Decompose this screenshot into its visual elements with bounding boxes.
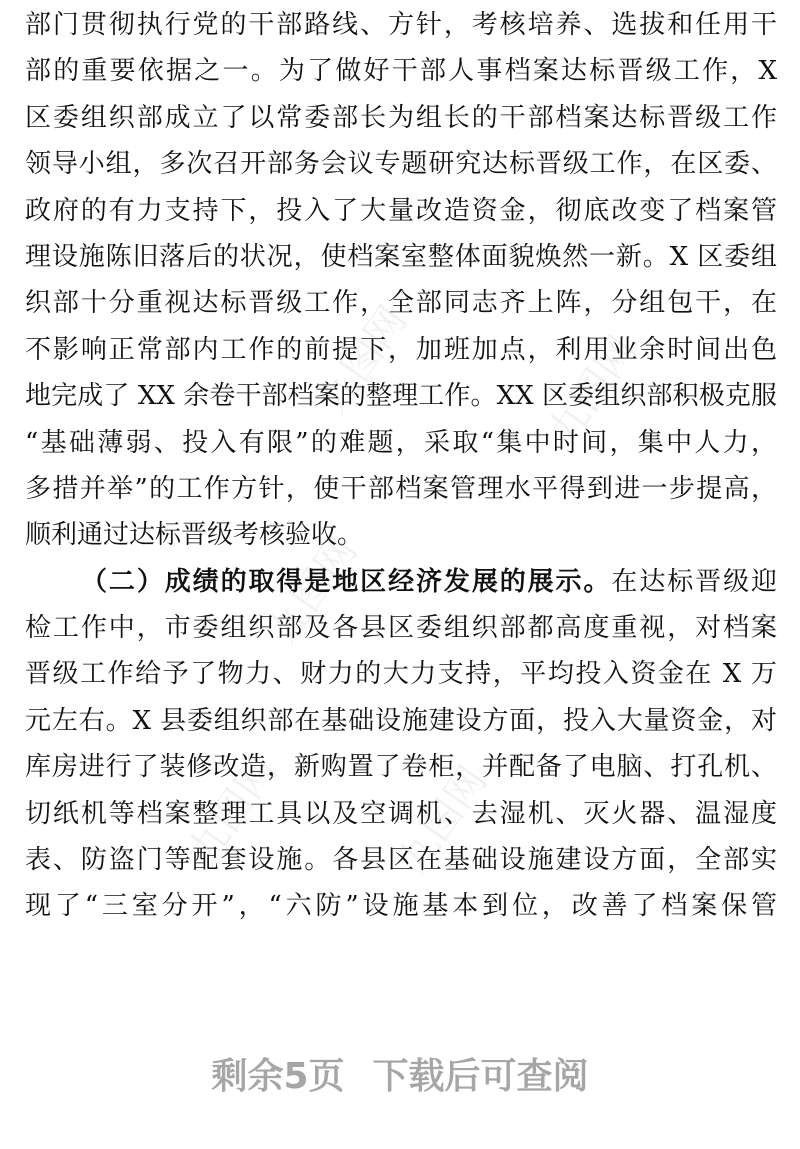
- section-heading: （二）成绩的取得是地区经济发展的展示。: [81, 566, 612, 597]
- remaining-pages-label: 剩余5页: [211, 1056, 345, 1097]
- paragraph-2: [25, 559, 777, 930]
- text-line: 部门贯彻执行党的干部路线、方针，考核培养、选拔和任用干: [25, 10, 777, 40]
- text-line: 元左右。X 县委组织部在基础设施建设方面，投入大量资金，对: [25, 705, 777, 736]
- text-line: 地完成了 XX 余卷干部档案的整理工作。XX 区委组织部积极克服: [25, 381, 777, 412]
- download-hint-label: 下载后可查阅: [372, 1056, 589, 1097]
- text-line: 顺利通过达标晋级考核验收。: [25, 520, 364, 551]
- text-line: 库房进行了装修改造，新购置了卷柜，并配备了电脑、打孔机、: [25, 752, 777, 783]
- document-body: [25, 2, 777, 930]
- text-line: 现了“三室分开”，“六防”设施基本到位，改善了档案保管: [25, 891, 777, 922]
- text-line: 部的重要依据之一。为了做好干部人事档案达标晋级工作，X: [25, 56, 777, 87]
- text-line: 切纸机等档案整理工具以及空调机、去湿机、灭火器、温湿度: [25, 798, 777, 829]
- text-line: 政府的有力支持下，投入了大量改造资金，彻底改变了档案管: [25, 195, 777, 226]
- text-line: 织部十分重视达标晋级工作，全部同志齐上阵，分组包干，在: [25, 288, 777, 319]
- text-line: 晋级工作给予了物力、财力的大力支持，平均投入资金在 X 万: [25, 659, 777, 690]
- text-line: “基础薄弱、投入有限”的难题，采取“集中时间，集中人力，: [25, 427, 777, 458]
- paragraph-1: [25, 2, 777, 559]
- text-line: 理设施陈旧落后的状况，使档案室整体面貌焕然一新。X 区委组: [25, 241, 777, 272]
- text-line: 区委组织部成立了以常委部长为组长的干部档案达标晋级工作: [25, 102, 777, 133]
- download-prompt[interactable]: [0, 1048, 800, 1099]
- text-line: 表、防盗门等配套设施。各县区在基础设施建设方面，全部实: [25, 845, 777, 876]
- text-line: 领导小组，多次召开部务会议专题研究达标晋级工作，在区委、: [25, 149, 777, 180]
- text-line-segment: 在达标晋级迎: [611, 566, 777, 597]
- text-line: 检工作中，市委组织部及各县区委组织部都高度重视，对档案: [25, 613, 777, 644]
- text-line: 不影响正常部内工作的前提下，加班加点，利用业余时间出色: [25, 334, 777, 365]
- text-line: 多措并举”的工作方针，使干部档案管理水平得到进一步提高，: [25, 473, 777, 504]
- paragraph-2-first-line: [25, 559, 777, 605]
